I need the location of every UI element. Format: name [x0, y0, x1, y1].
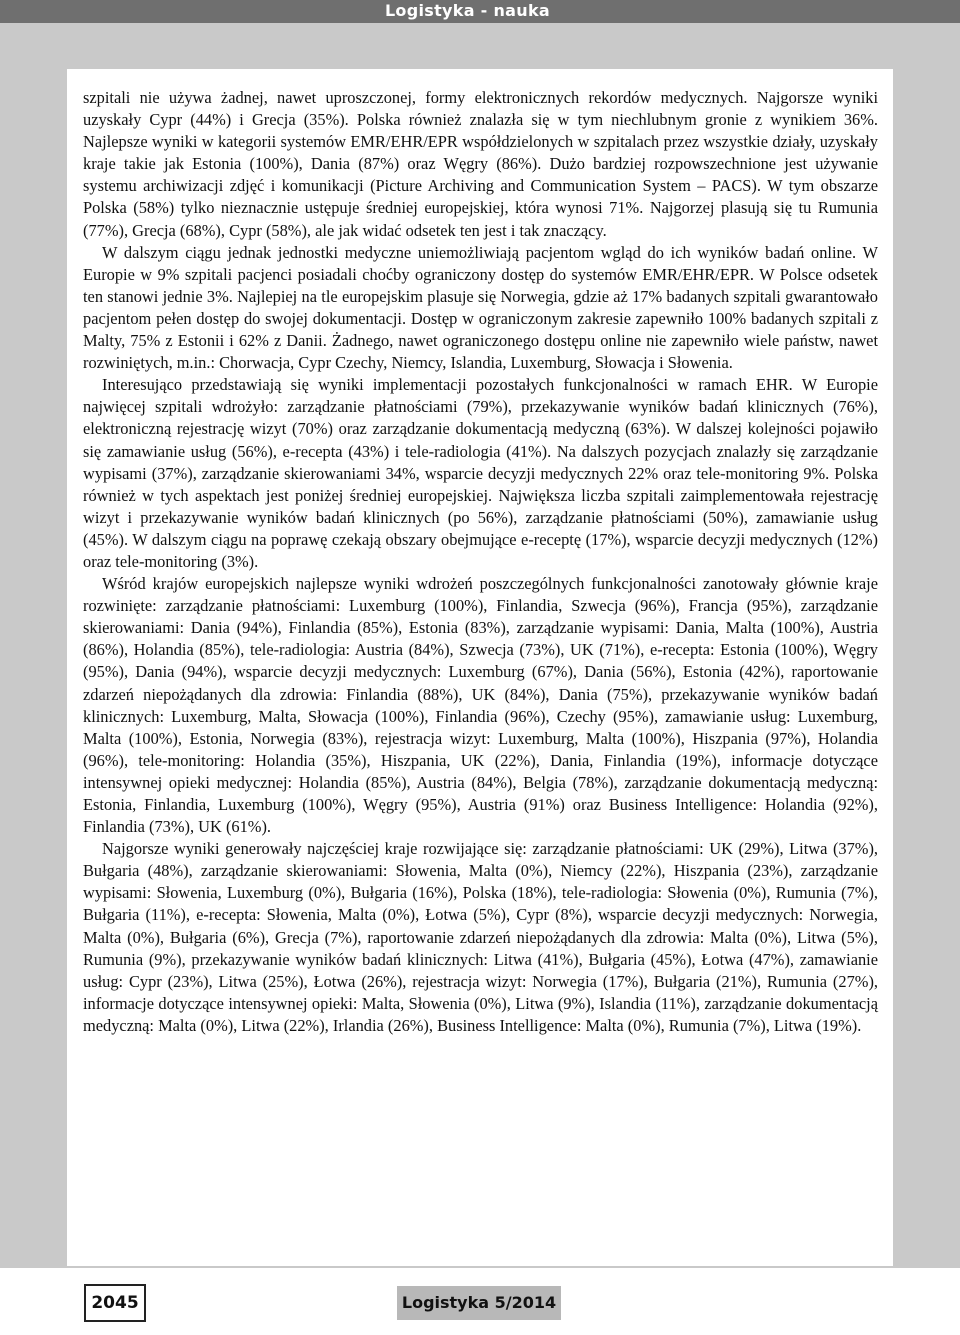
paragraph-3: Interesująco przedstawiają się wyniki implementacji pozostałych funkcjonalności w ramach EHR. W Europie najwięcej szpitali wdrożyło: zarządzanie płatnościami (79%), przekazywanie wyników badań klinicznych (76%), elektroniczną rejestrację wizyt (70%) oraz zarządzanie dokumentacją medyczną (63%). W dalszej kolejności pojawiło się zamawianie usług (56%), e-recepta (43%) i tele-radiologia (41%). Na dalszych pozycjach znalazły się zarządzanie wypisami (37%), zarządzanie skierowaniami 34%, wsparcie decyzji medycznych 22% oraz tele-monitoring 9%. Polska również w tych aspektach jest poniżej średniej europejskiej. Największa liczba szpitali zaimplementowała rejestrację wizyt i przekazywanie wyników badań klinicznych (po 56%), zarządzanie płatnościami (50%), zamawianie usług (45%). W dalszym ciągu na poprawę czekają obszary obejmujące e-receptę (17%), wsparcie decyzji medycznych (12%) oraz tele-monitoring (3%). — [83, 375, 878, 571]
article-body — [67, 69, 893, 1266]
paragraph-2: W dalszym ciągu jednak jednostki medyczne uniemożliwiają pacjentom wgląd do ich wyników badań online. W Europie w 9% szpitali pacjenci posiadali choćby ograniczony dostęp do systemów EMR/EHR/EPR. W Polsce odsetek ten stanowi jednie 3%. Najlepiej na tle europejskim plasuje się Norwegia, gdzie aż 17% badanych szpitali gwarantowało pacjentom pełen dostęp do swojej dokumentacji. Dostęp w ograniczonym zakresie zapewniło 100% badanych szpitali z Malty, 75% z Estonii i 62% z Danii. Żadnego, nawet ograniczonego dostępu online nie zapewniło wiele państw, nawet rozwiniętych, m.in.: Chorwacja, Cypr Czechy, Niemcy, Islandia, Luxemburg, Słowacja i Słowenia. — [83, 242, 878, 373]
page-footer — [0, 1268, 960, 1335]
journal-issue-label: Logistyka 5/2014 — [397, 1286, 561, 1320]
paragraph-1: szpitali nie używa żadnej, nawet uproszczonej, formy elektronicznych rekordów medycznych. Najgorsze wyniki uzyskały Cypr (44%) i Grecja (35%). Polska również znalazła się w tym niechlubnym gronie z wynikiem 36%. Najlepsze wyniki w kategorii systemów EMR/EHR/EPR współdzielonych w szpitalach przez wszystkie działy, uzyskały kraje takie jak Estonia (100%), Dania (87%) oraz Węgry (86%). Dużo bardziej rozpowszechnione jest używanie systemu archiwizacji zdjęć i komunikacji (Picture Archiving and Communication System – PACS). W tym obszarze Polska (58%) tylko nieznacznie ustępuje średniej europejskiej, która wynosi 71%. Najgorzej plasują się tu Rumunia (77%), Grecja (68%), Cypr (58%), ale jak widać odsetek ten jest i tak znaczący. — [83, 88, 878, 240]
page-number: 2045 — [84, 1284, 146, 1322]
header-bar — [0, 0, 960, 23]
paragraph-4: Wśród krajów europejskich najlepsze wyniki wdrożeń poszczególnych funkcjonalności zanotowały głównie kraje rozwinięte: zarządzanie płatnościami: Luxemburg (100%), Finlandia, Szwecja (96%), Francja (95%), zarządzanie skierowaniami: Dania (94%), Finlandia (85%), Estonia (83%), zarządzanie wypisami: Dania, Malta (100%), Austria (86%), Holandia (85%), tele-radiologia: Austria (84%), Szwecja (73%), UK (71%), e-recepta: Estonia (100%), Węgry (95%), Dania (94%), wsparcie decyzji medycznych: Luxemburg (67%), Dania (56%), Estonia (42%), raportowanie zdarzeń niepożądanych dla zdrowia: Finlandia (88%), UK (84%), Dania (75%), przekazywanie wyników badań klinicznych: Luxemburg, Malta, Słowacja (100%), Finlandia (96%), Czechy (95%), zamawianie usług: Luxemburg, Malta (100%), Estonia, Norwegia (83%), rejestracja wizyt: Luxemburg, Malta (100%), Hiszpania (97%), Holandia (96%), tele-monitoring: Holandia (35%), Hiszpania, UK (22%), Dania, Finlandia (19%), informacje dotyczące intensywnej opieki medycznej: Holandia (85%), Austria (84%), Belgia (78%), zarządzanie dokumentacją medyczną: Estonia, Finlandia, Luxemburg (100%), Węgry (95%), Austria (91%) oraz Business Intelligence: Holandia (92%), Finlandia (73%), UK (61%). — [83, 574, 878, 837]
paragraph-5: Najgorsze wyniki generowały najczęściej kraje rozwijające się: zarządzanie płatnościami: UK (29%), Litwa (37%), Bułgaria (48%), zarządzanie skierowaniami: Słowenia, Malta (0%), Niemcy (22%), Hiszpania (23%), zarządzanie wypisami: Słowenia, Luxemburg (0%), Bułgaria (16%), Polska (18%), tele-radiologia: Słowenia (0%), Rumunia (7%), Bułgaria (11%), e-recepta: Słowenia, Malta (0%), Łotwa (5%), Cypr (8%), wsparcie decyzji medycznych: Norwegia, Malta (0%), Bułgaria (6%), Grecja (7%), raportowanie zdarzeń niepożądanych dla zdrowia: Malta (0%), Litwa (5%), Rumunia (9%), przekazywanie wyników badań klinicznych: Litwa (41%), Bułgaria (45%), Łotwa (47%), zamawianie usług: Cypr (23%), Litwa (25%), Łotwa (26%), rejestracja wizyt: Norwegia (17%), Bułgaria (21%), Rumunia (27%), informacje dotyczące intensywnej opieki: Malta, Słowenia (0%), Litwa (9%), Islandia (11%), zarządzanie dokumentacją medyczną: Malta (0%), Litwa (22%), Irlandia (26%), Business Intelligence: Malta (0%), Rumunia (7%), Litwa (19%). — [83, 839, 878, 1035]
section-title: Logistyka - nauka — [384, 1, 550, 20]
